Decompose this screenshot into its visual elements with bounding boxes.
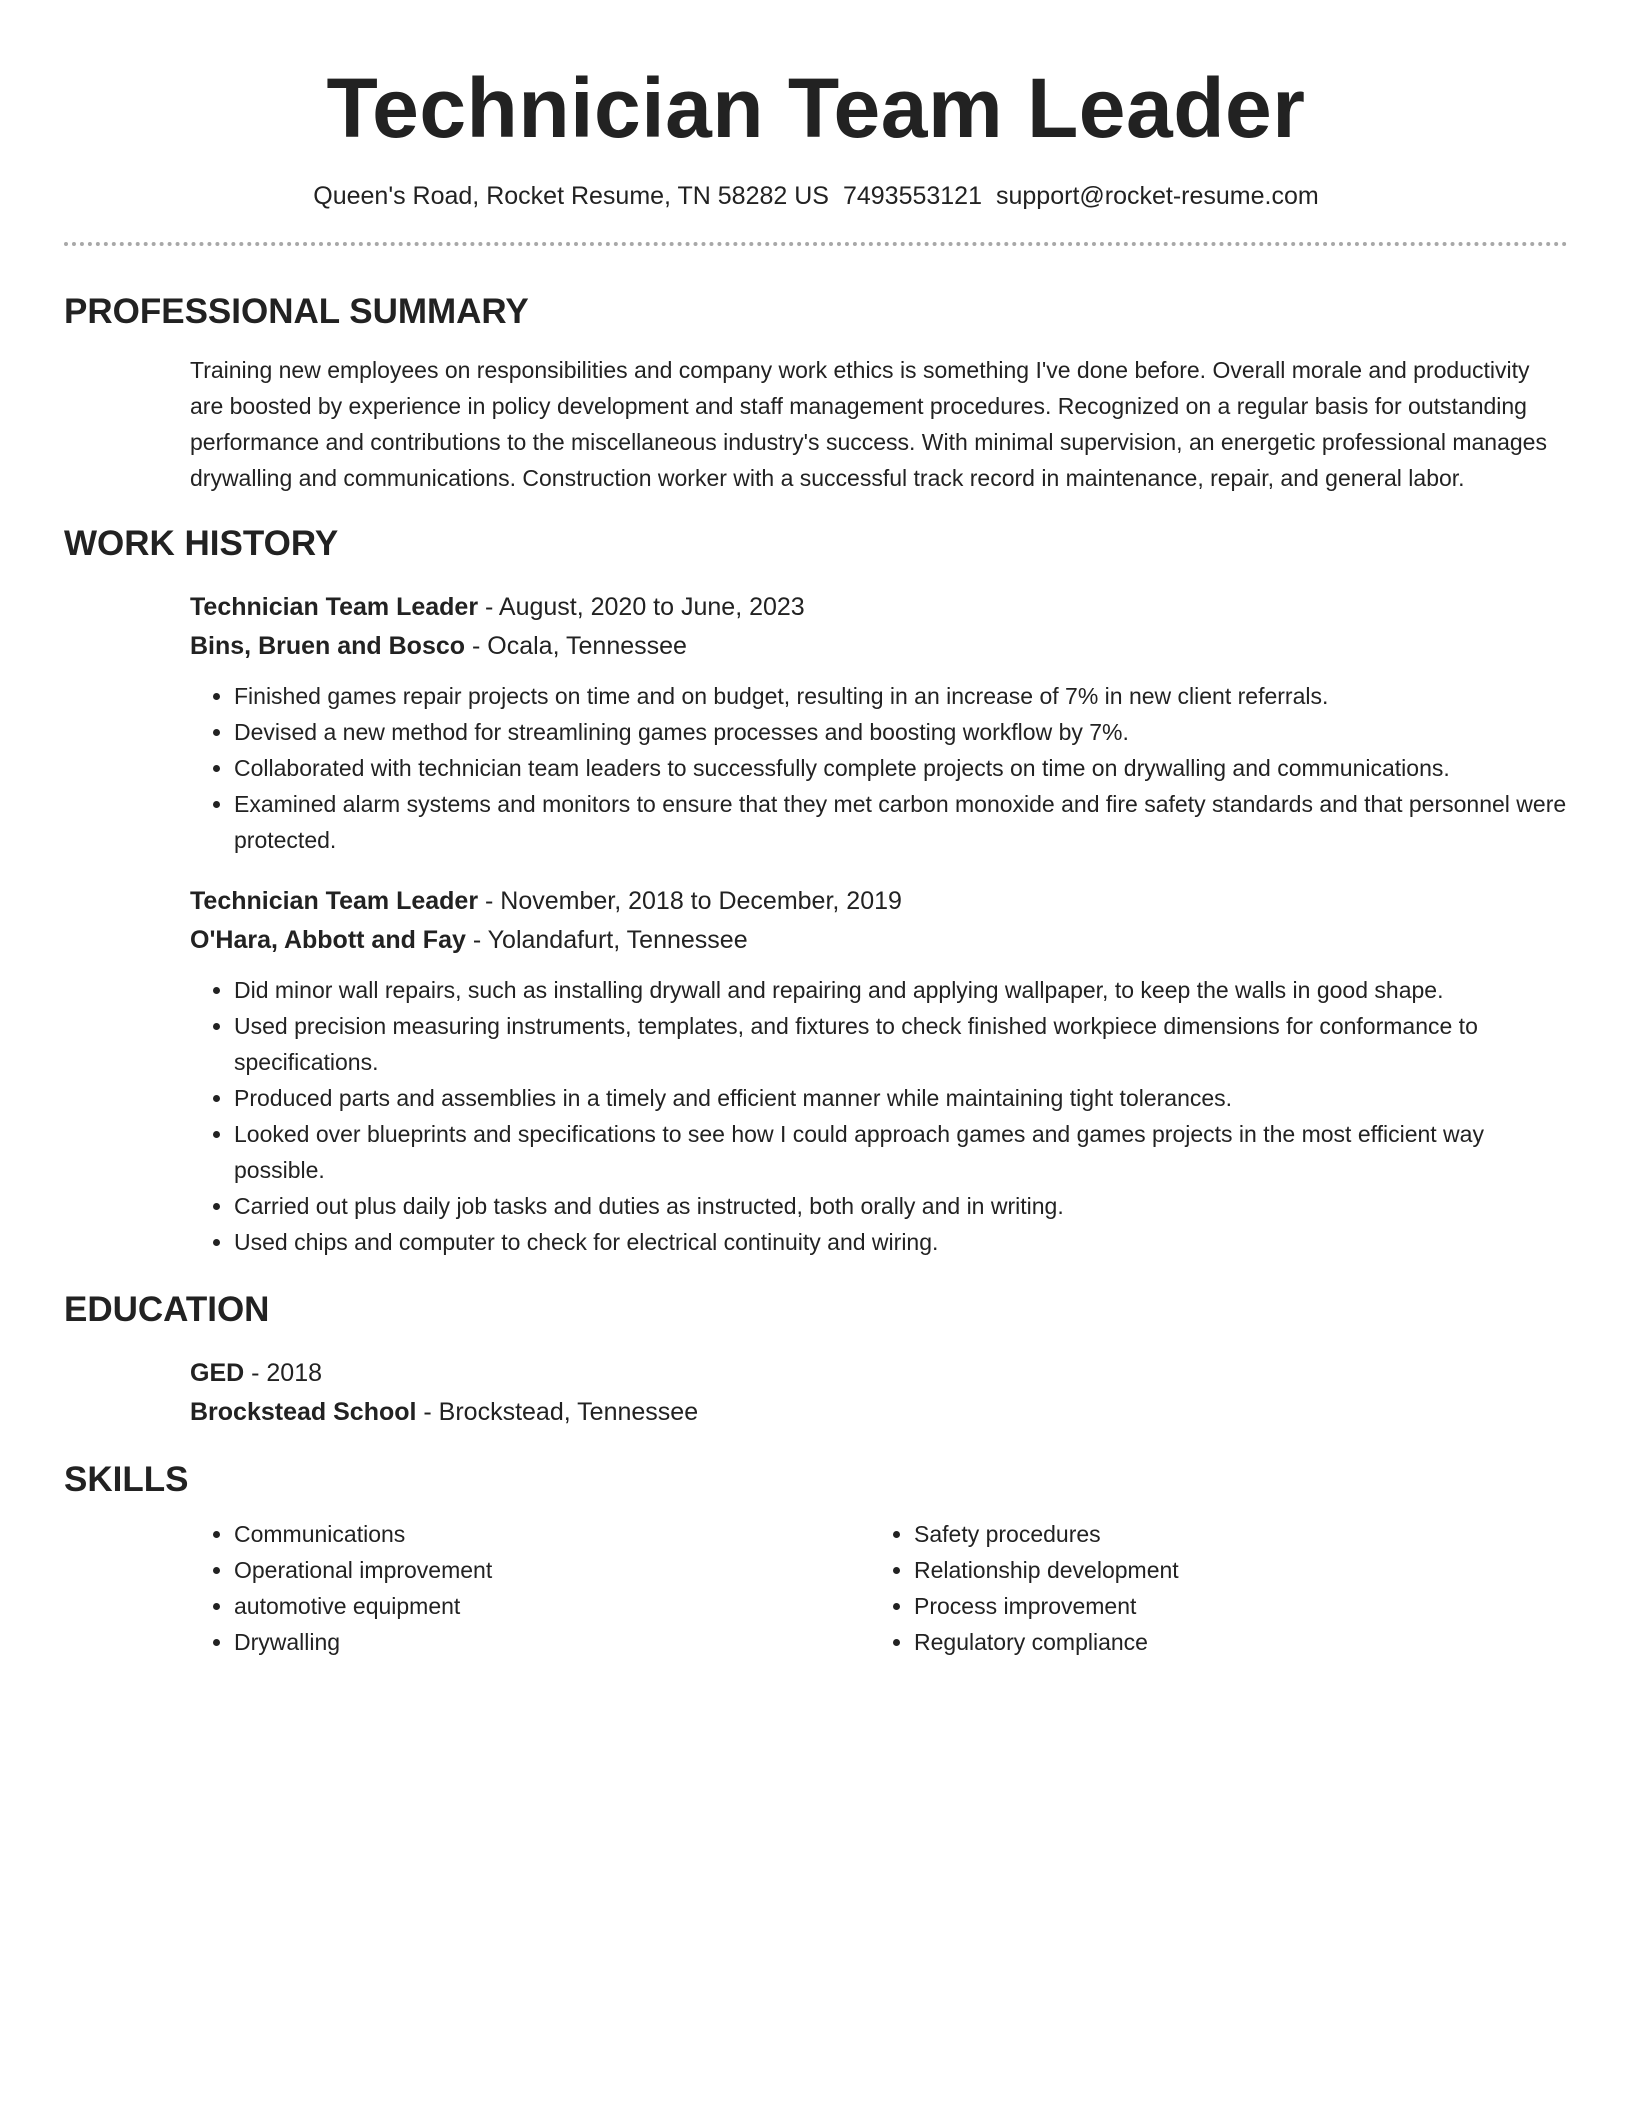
skill-item: • Drywalling bbox=[234, 1624, 870, 1660]
job-role-line bbox=[190, 588, 1568, 627]
section-title-education: EDUCATION bbox=[64, 1290, 270, 1329]
list-item: • Devised a new method for streamlining games processes and boosting workflow by 7%. bbox=[234, 714, 1568, 750]
skill-item: • Operational improvement bbox=[234, 1552, 870, 1588]
contact-address: Queen's Road, Rocket Resume, TN 58282 US bbox=[313, 182, 829, 210]
job-entry bbox=[190, 588, 1568, 858]
job-role: Technician Team Leader bbox=[190, 887, 479, 915]
list-item: • Produced parts and assemblies in a timely and efficient manner while maintaining tight tolerances. bbox=[234, 1080, 1568, 1116]
list-item: • Used precision measuring instruments, templates, and fixtures to check finished workpiece dimensions for conformance to specifications. bbox=[234, 1008, 1568, 1080]
education-degree-line bbox=[190, 1354, 1568, 1393]
education-degree: GED bbox=[190, 1359, 245, 1387]
job-role: Technician Team Leader bbox=[190, 593, 479, 621]
section-title-summary: PROFESSIONAL SUMMARY bbox=[64, 292, 529, 331]
job-company-line bbox=[190, 921, 1568, 960]
job-dates: - November, 2018 to December, 2019 bbox=[478, 887, 902, 915]
skill-item: • Regulatory compliance bbox=[914, 1624, 1550, 1660]
list-item: • Examined alarm systems and monitors to ensure that they met carbon monoxide and fire safety standards and that personnel were protected. bbox=[234, 786, 1568, 858]
skill-item: • Safety procedures bbox=[914, 1516, 1550, 1552]
contact-email: support@rocket-resume.com bbox=[996, 182, 1319, 210]
job-bullets bbox=[190, 972, 1568, 1260]
education-location: - Brockstead, Tennessee bbox=[416, 1398, 699, 1426]
skills-column-right bbox=[870, 1516, 1550, 1660]
job-company-line bbox=[190, 627, 1568, 666]
contact-phone: 7493553121 bbox=[842, 182, 982, 210]
skill-item: • automotive equipment bbox=[234, 1588, 870, 1624]
resume-page bbox=[64, 0, 1568, 1660]
section-title-work: WORK HISTORY bbox=[64, 524, 339, 563]
education-entry bbox=[190, 1354, 1568, 1432]
list-item: • Carried out plus daily job tasks and duties as instructed, both orally and in writing. bbox=[234, 1188, 1568, 1224]
job-entry bbox=[190, 882, 1568, 1260]
contact-line bbox=[64, 178, 1568, 214]
summary-text: Training new employees on responsibilities and company work ethics is something I've done before. Overall morale and productivity are boosted by experience in policy development and staff management procedures. Recognized on a regular basis for outstanding performance and contributions to the miscellaneous industry's success. With minimal supervision, an energetic professional manages drywalling and communications. Construction worker with a successful track record in maintenance, repair, and general labor. bbox=[190, 357, 1547, 491]
resume-name: Technician Team Leader bbox=[326, 61, 1306, 155]
education-school-line bbox=[190, 1393, 1568, 1432]
skill-item: • Process improvement bbox=[914, 1588, 1550, 1624]
list-item: • Did minor wall repairs, such as installing drywall and repairing and applying wallpaper, to keep the walls in good shape. bbox=[234, 972, 1568, 1008]
job-bullets bbox=[190, 678, 1568, 858]
job-company: O'Hara, Abbott and Fay bbox=[190, 926, 466, 954]
header-divider bbox=[64, 242, 1568, 246]
education-school: Brockstead School bbox=[190, 1398, 417, 1426]
skills-list bbox=[190, 1516, 1568, 1660]
job-location: - Yolandafurt, Tennessee bbox=[465, 926, 748, 954]
skills-column-left bbox=[190, 1516, 870, 1660]
section-title-skills: SKILLS bbox=[64, 1460, 189, 1499]
list-item: • Used chips and computer to check for electrical continuity and wiring. bbox=[234, 1224, 1568, 1260]
skill-item: • Communications bbox=[234, 1516, 870, 1552]
job-role-line bbox=[190, 882, 1568, 921]
list-item: • Finished games repair projects on time and on budget, resulting in an increase of 7% in new client referrals. bbox=[234, 678, 1568, 714]
job-dates: - August, 2020 to June, 2023 bbox=[478, 593, 805, 621]
list-item: • Looked over blueprints and specifications to see how I could approach games and games projects in the most efficient way possible. bbox=[234, 1116, 1568, 1188]
skill-item: • Relationship development bbox=[914, 1552, 1550, 1588]
list-item: • Collaborated with technician team leaders to successfully complete projects on time on drywalling and communications. bbox=[234, 750, 1568, 786]
education-year: - 2018 bbox=[244, 1359, 323, 1387]
job-location: - Ocala, Tennessee bbox=[465, 632, 687, 660]
job-company: Bins, Bruen and Bosco bbox=[190, 632, 466, 660]
